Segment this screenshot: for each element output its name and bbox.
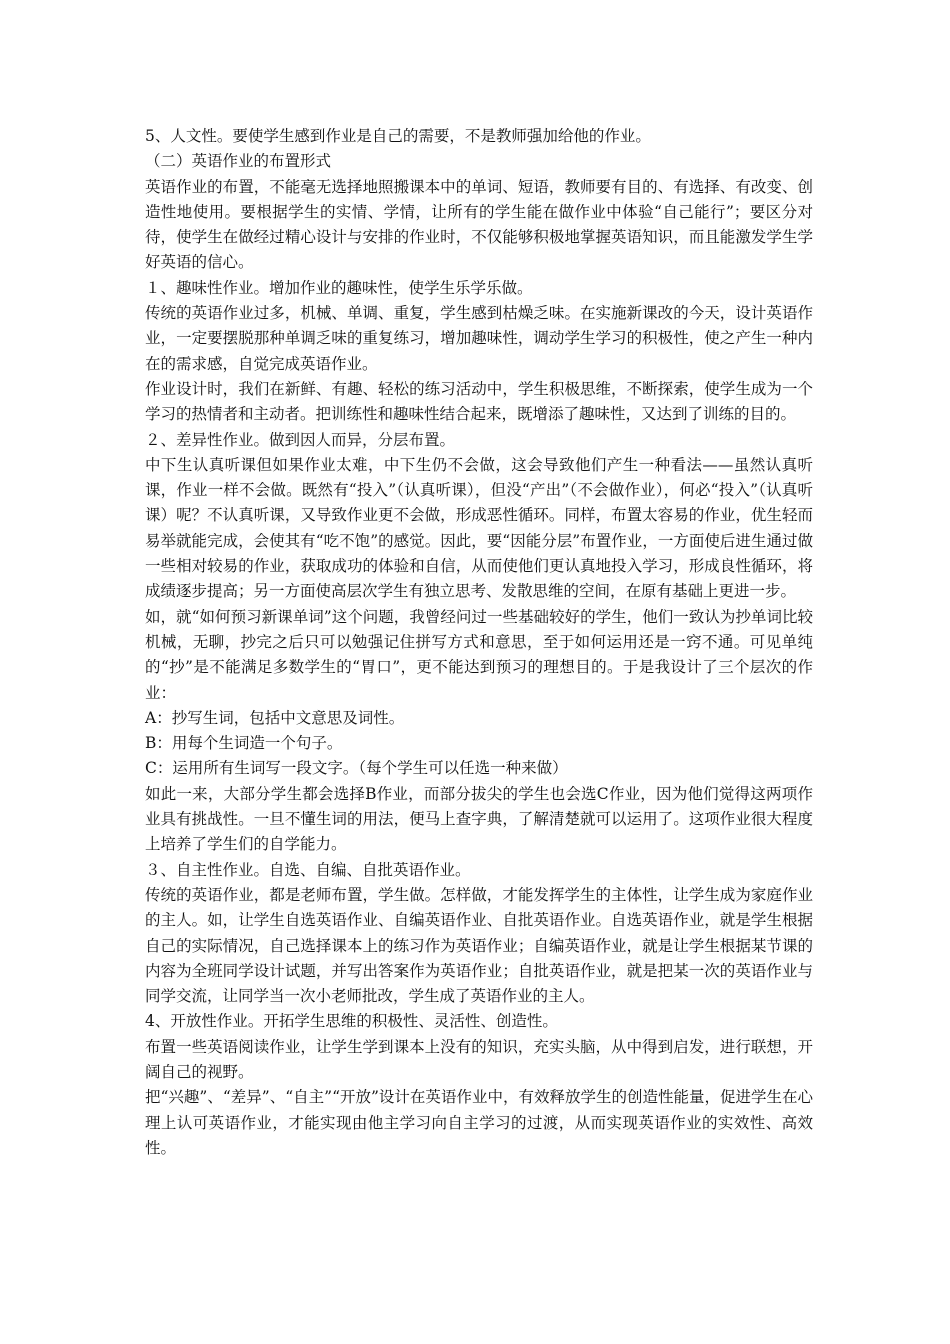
paragraph-design: 作业设计时，我们在新鲜、有趣、轻松的练习活动中，学生积极思维，不断探索，使学生成为一个学习的热情者和主动者。把训练性和趣味性结合起来，既增添了趣味性，又达到了训练的目的。 (145, 379, 813, 424)
paragraph-reading: 布置一些英语阅读作业，让学生学到课本上没有的知识，充实头脑，从中得到启发，进行联想，开阔自己的视野。 (145, 1037, 813, 1081)
paragraph-intro: 英语作业的布置，不能毫无选择地照搬课本中的单词、短语，教师要有目的、有选择、有改变、创造性地使用。要根据学生的实情、学情，让所有的学生能在做作业中体验“自己能行”；要区分对待，使学生在做经过精心设计与安排的作业时，不仅能够积极地掌握英语知识，而且能激发学生学好英语的信心。 (145, 177, 813, 272)
document-body (145, 124, 813, 1161)
paragraph-result: 如此一来，大部分学生都会选择B作业，而部分拔尖的学生也会选C作业，因为他们觉得这两项作业具有挑战性。一旦不懂生词的用法，便马上查字典，了解清楚就可以运用了。这项作业很大程度上培养了学生们的自学能力。 (145, 784, 813, 854)
paragraph-example: 如，就“如何预习新课单词”这个问题，我曾经问过一些基础较好的学生，他们一致认为抄单词比较机械，无聊，抄完之后只可以勉强记住拼写方式和意思，至于如何运用还是一窍不通。可见单纯的“抄”是不能满足多数学生的“胃口”，更不能达到预习的理想目的。于是我设计了三个层次的作业： (145, 607, 813, 702)
section-heading-homework-forms: （二）英语作业的布置形式 (145, 152, 332, 171)
subheading-interesting: １、趣味性作业。增加作业的趣味性，使学生乐学乐做。 (145, 278, 533, 297)
list-item-b: B：用每个生词造一个句子。 (145, 734, 343, 753)
paragraph-humanistic: 5、人文性。要使学生感到作业是自己的需要，不是教师强加给他的作业。 (145, 127, 651, 145)
list-item-c: C：运用所有生词写一段文字。（每个学生可以任选一种来做） (145, 759, 568, 778)
paragraph-traditional: 传统的英语作业过多，机械、单调、重复，学生感到枯燥乏味。在实施新课改的今天，设计英语作业，一定要摆脱那种单调乏味的重复练习，增加趣味性，调动学生学习的积极性，使之产生一种内在的需求感，自觉完成英语作业。 (145, 304, 813, 373)
subheading-open: 4、开放性作业。开拓学生思维的积极性、灵活性、创造性。 (145, 1012, 558, 1031)
subheading-differentiated: ２、差异性作业。做到因人而异，分层布置。 (145, 430, 456, 449)
list-item-a: A：抄写生词，包括中文意思及词性。 (145, 708, 405, 727)
paragraph-conclusion: 把“兴趣”、“差异”、“自主”“开放”设计在英语作业中，有效释放学生的创造性能量，促进学生在心理上认可英语作业，才能实现由他主学习向自主学习的过渡，从而实现英语作业的实效性、高效性。 (145, 1088, 813, 1157)
paragraph-autonomous: 传统的英语作业，都是老师布置，学生做。怎样做，才能发挥学生的主体性，让学生成为家庭作业的主人。如，让学生自选英语作业、自编英语作业、自批英语作业。自选英语作业，就是学生根据自己的实际情况，自己选择课本上的练习作为英语作业；自编英语作业，就是让学生根据某节课的内容为全班同学设计试题，并写出答案作为英语作业；自批英语作业，就是把某一次的英语作业与同学交流，让同学当一次小老师批改，学生成了英语作业的主人。 (145, 885, 813, 1006)
paragraph-layered: 中下生认真听课但如果作业太难，中下生仍不会做，这会导致他们产生一种看法——虽然认真听课，作业一样不会做。既然有“投入”（认真听课），但没“产出”（不会做作业），何必“投入”（认真听课）呢？不认真听课，又导致作业更不会做，形成恶性循环。同样，布置太容易的作业，优生轻而易举就能完成，会使其有“吃不饱”的感觉。因此，要“因能分层”布置作业，一方面使后进生通过做一些相对较易的作业，获取成功的体验和自信，从而使他们更认真地投入学习，形成良性循环，将成绩逐步提高；另一方面使高层次学生有独立思考、发散思维的空间，在原有基础上更进一步。 (145, 455, 813, 601)
subheading-autonomous: ３、自主性作业。自选、自编、自批英语作业。 (145, 860, 471, 879)
